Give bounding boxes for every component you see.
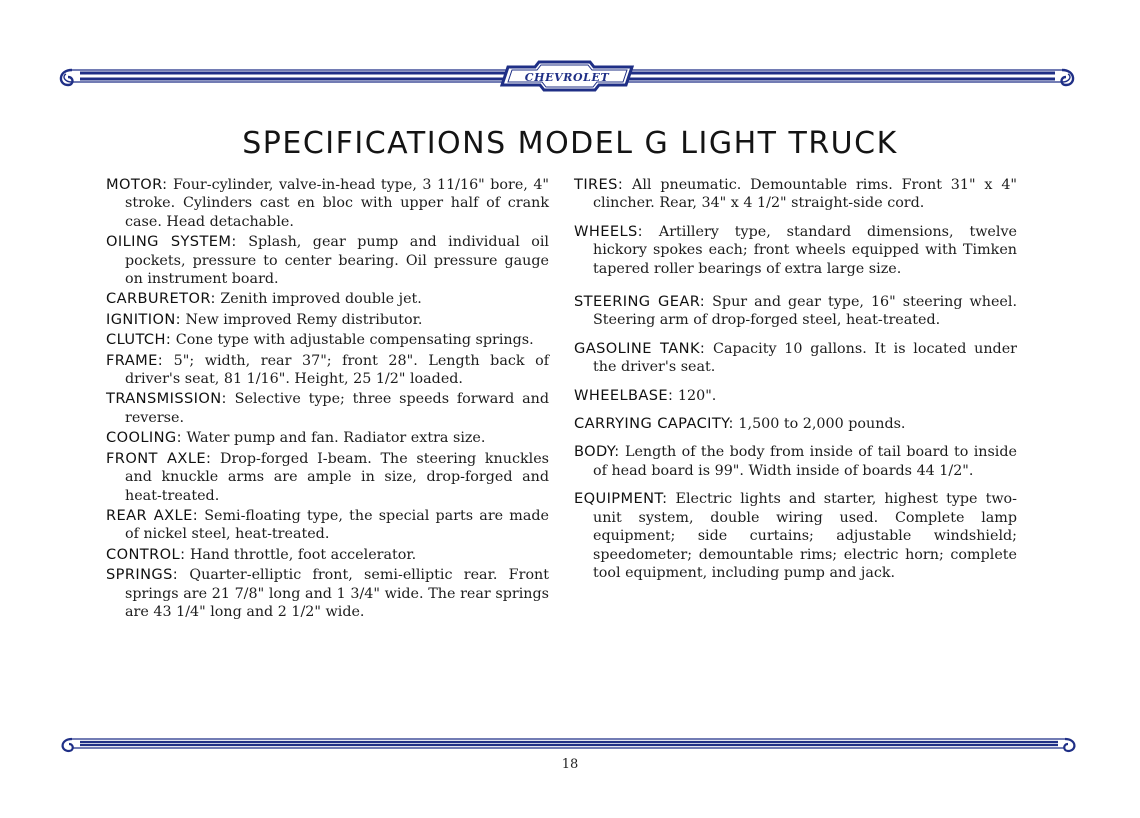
spec-gasoline-tank: [574, 340, 1017, 377]
spec-label: WHEELBASE:: [574, 386, 674, 404]
spec-motor: [106, 176, 549, 231]
specs-left-column: [106, 176, 549, 623]
footer-rule: [0, 730, 1140, 756]
header-rule: [0, 58, 1140, 94]
spec-text: Artillery type, standard dimensions, twelve hickory spokes each; front wheels equipped with Timken tapered roller bearings of extra large size.: [593, 223, 1017, 277]
spec-wheelbase: [574, 387, 1017, 405]
spec-text: Length of the body from inside of tail board to inside of head board is 99". Width inside of boards 44 1/2".: [593, 444, 1017, 479]
header-rule-ornament: [0, 58, 1140, 94]
spec-ignition: [106, 311, 549, 329]
spec-label: EQUIPMENT:: [574, 490, 668, 508]
spec-text: All pneumatic. Demountable rims. Front 31" x 4" clincher. Rear, 34" x 4 1/2" straight-side cord.: [593, 177, 1017, 212]
spec-text: New improved Remy distributor.: [185, 311, 423, 328]
spec-label: STEERING GEAR:: [574, 293, 706, 311]
spec-tires: [574, 176, 1017, 213]
spec-clutch: [106, 331, 549, 349]
spec-text: Hand throttle, foot accelerator.: [189, 546, 417, 563]
spec-text: Capacity 10 gallons. It is located under the driver's seat.: [593, 340, 1017, 376]
spec-label: TRANSMISSION:: [106, 390, 227, 408]
spec-body: [574, 443, 1017, 480]
spec-steering-gear: [574, 293, 1017, 330]
footer-rule-ornament: [0, 730, 1140, 756]
spec-text: 120".: [677, 387, 717, 404]
spec-label: FRONT AXLE:: [106, 449, 212, 467]
spec-label: CARRYING CAPACITY:: [574, 415, 734, 433]
spec-text: Zenith improved double jet.: [220, 291, 422, 308]
spec-label: COOLING:: [106, 429, 182, 447]
spec-control: [106, 546, 549, 564]
spec-text: Splash, gear pump and individual oil pockets, pressure to center bearing. Oil pressure gauge on instrument board.: [125, 234, 550, 288]
spec-label: CONTROL:: [106, 545, 186, 563]
spec-label: CLUTCH:: [106, 331, 172, 349]
page-title: SPECIFICATIONS MODEL G LIGHT TRUCK: [242, 126, 898, 161]
brand-wordmark: CHEVROLET: [524, 71, 610, 84]
spec-rear-axle: [106, 507, 549, 544]
spec-springs: [106, 566, 549, 621]
spec-text: Semi-floating type, the special parts are made of nickel steel, heat-treated.: [125, 507, 549, 543]
spec-text: Drop-forged I-beam. The steering knuckles and knuckle arms are ample in size, drop-forged and heat-treated.: [125, 450, 549, 504]
spec-label: IGNITION:: [106, 310, 181, 328]
spec-frame: [106, 352, 549, 389]
spec-label: OILING SYSTEM:: [106, 233, 237, 251]
spec-text: Water pump and fan. Radiator extra size.: [186, 430, 486, 447]
spec-label: GASOLINE TANK:: [574, 339, 706, 357]
spec-label: MOTOR:: [106, 176, 168, 193]
page-number: 18: [561, 757, 579, 772]
spec-equipment: [574, 490, 1017, 582]
spec-text: Cone type with adjustable compensating springs.: [175, 332, 534, 349]
spec-transmission: [106, 390, 549, 427]
spec-cooling: [106, 429, 549, 447]
spec-text: Selective type; three speeds forward and reverse.: [125, 391, 549, 426]
spec-carburetor: [106, 290, 549, 308]
spec-text: 1,500 to 2,000 pounds.: [738, 416, 906, 433]
spec-front-axle: [106, 450, 549, 505]
spec-label: WHEELS:: [574, 222, 643, 240]
spec-label: BODY:: [574, 443, 620, 461]
spec-oiling-system: [106, 233, 549, 288]
spec-text: Electric lights and starter, highest type two-unit system, double wiring used. Complete lamp equipment; side curtains; adjustable windshield; speedometer; demountable rims; electric horn; complete tool equipment, including pump and jack.: [593, 491, 1017, 581]
spec-wheels: [574, 223, 1017, 278]
spec-label: TIRES:: [574, 176, 624, 193]
spec-text: Quarter-elliptic front, semi-elliptic rear. Front springs are 21 7/8" long and 1 3/4" wide. The rear springs are 43 1/4" long and 2 1/2" wide.: [125, 567, 549, 620]
spec-text: 5"; width, rear 37"; front 28". Length back of driver's seat, 81 1/16". Height, 25 1/2" loaded.: [125, 352, 550, 388]
spec-label: SPRINGS:: [106, 566, 179, 584]
specs-right-column: [574, 176, 1017, 592]
spec-text: Spur and gear type, 16" steering wheel. Steering arm of drop-forged steel, heat-treated.: [593, 294, 1017, 329]
spec-carrying-capacity: [574, 415, 1017, 433]
spec-label: REAR AXLE:: [106, 506, 199, 524]
spec-text: Four-cylinder, valve-in-head type, 3 11/16" bore, 4" stroke. Cylinders cast en bloc with upper half of crank case. Head detachable.: [125, 177, 549, 230]
spec-label: FRAME:: [106, 351, 164, 369]
spec-label: CARBURETOR:: [106, 290, 216, 308]
